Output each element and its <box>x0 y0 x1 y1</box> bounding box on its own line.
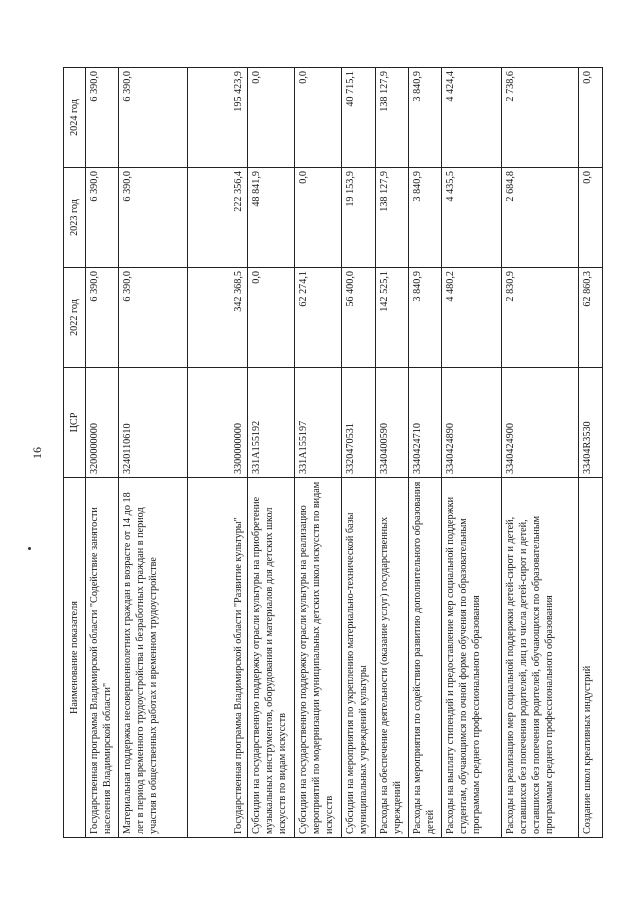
row-2022: 3 840,9 <box>408 268 441 368</box>
row-2022: 0,0 <box>247 268 294 368</box>
table-row <box>342 68 375 838</box>
row-2023: 6 390,0 <box>86 168 119 268</box>
row-2022: 56 400,0 <box>342 268 375 368</box>
header-code: ЦСР <box>64 368 86 478</box>
scan-speck <box>28 547 31 550</box>
row-2023: 48 841,9 <box>247 168 294 268</box>
row-2023: 2 684,8 <box>502 168 579 268</box>
table-row <box>442 68 502 838</box>
row-2024: 0,0 <box>295 68 342 168</box>
row-code: 3340424710 <box>408 368 441 478</box>
row-2024: 195 423,9 <box>187 68 247 168</box>
row-name: Субсидии на государственную поддержку отрасли культуры на приобретение музыкальных инструментов, оборудования и материалов для детских школ искусств по видам искусств <box>247 478 294 838</box>
row-2024: 3 840,9 <box>408 68 441 168</box>
row-name: Расходы на реализацию мер социальной поддержки детей-сирот и детей, оставшихся без попечения родителей, лиц из числа детей-сирот и детей, оставшихся без попечения родителей, обучающихся по образовательным программам среднего профессионального образования <box>502 478 579 838</box>
row-2023: 222 356,4 <box>187 168 247 268</box>
row-name: Государственная программа Владимирской области "Развитие культуры" <box>187 478 247 838</box>
row-2022: 2 830,9 <box>502 268 579 368</box>
table-row <box>187 68 247 838</box>
row-2024: 138 127,9 <box>375 68 408 168</box>
header-2022: 2022 год <box>64 268 86 368</box>
row-2024: 40 715,1 <box>342 68 375 168</box>
page-number: 16 <box>30 447 44 459</box>
row-2023: 0,0 <box>295 168 342 268</box>
row-code: 331A155197 <box>295 368 342 478</box>
row-2022: 62 860,3 <box>579 268 603 368</box>
row-name: Материальная поддержка несовершеннолетних граждан в возрасте от 14 до 18 лет в период временного трудоустройства и безработных граждан в период участия в общественных работах и временном трудоустройстве <box>119 478 188 838</box>
table-row <box>502 68 579 838</box>
row-2023: 19 153,9 <box>342 168 375 268</box>
row-code: 33404R3530 <box>579 368 603 478</box>
row-name: Расходы на выплату стипендий и предоставление мер социальной поддержки студентам, обучающимся по очной форме обучения по образовательным программам среднего профессионального образования <box>442 478 502 838</box>
row-2023: 3 840,9 <box>408 168 441 268</box>
row-2024: 0,0 <box>247 68 294 168</box>
row-code: 3240110610 <box>119 368 188 478</box>
row-code: 3340400590 <box>375 368 408 478</box>
row-2024: 4 424,4 <box>442 68 502 168</box>
table-row <box>408 68 441 838</box>
row-2023: 0,0 <box>579 168 603 268</box>
row-name: Государственная программа Владимирской области "Содействие занятости населения Владимирской области" <box>86 478 119 838</box>
row-name: Создание школ креативных индустрий <box>579 478 603 838</box>
row-2023: 4 435,5 <box>442 168 502 268</box>
row-2024: 6 390,0 <box>119 68 188 168</box>
budget-table <box>63 67 603 838</box>
table-row <box>119 68 188 838</box>
row-2023: 138 127,9 <box>375 168 408 268</box>
row-code: 331A155192 <box>247 368 294 478</box>
row-2022: 62 274,1 <box>295 268 342 368</box>
row-code: 3300000000 <box>187 368 247 478</box>
table-row <box>579 68 603 838</box>
table-row <box>375 68 408 838</box>
table-row <box>247 68 294 838</box>
row-name: Субсидии на государственную поддержку отрасли культуры на реализацию мероприятий по модернизации муниципальных детских школ искусств по видам искусств <box>295 478 342 838</box>
row-code: 3340424890 <box>442 368 502 478</box>
row-code: 3340424900 <box>502 368 579 478</box>
row-2022: 6 390,0 <box>86 268 119 368</box>
header-2023: 2023 год <box>64 168 86 268</box>
table-header-row <box>64 68 86 838</box>
row-2022: 4 480,2 <box>442 268 502 368</box>
row-2022: 142 525,1 <box>375 268 408 368</box>
row-name: Субсидии на мероприятия по укреплению материально-технической базы муниципальных учреждений культуры <box>342 478 375 838</box>
row-code: 3200000000 <box>86 368 119 478</box>
budget-table-container <box>63 68 603 838</box>
row-code: 3320470531 <box>342 368 375 478</box>
row-2023: 6 390,0 <box>119 168 188 268</box>
table-row <box>86 68 119 838</box>
row-2022: 6 390,0 <box>119 268 188 368</box>
header-2024: 2024 год <box>64 68 86 168</box>
row-2024: 2 738,6 <box>502 68 579 168</box>
table-row <box>295 68 342 838</box>
row-name: Расходы на обеспечение деятельности (оказание услуг) государственных учреждений <box>375 478 408 838</box>
row-2022: 342 368,5 <box>187 268 247 368</box>
row-2024: 0,0 <box>579 68 603 168</box>
row-name: Расходы на мероприятия по содействию развитию дополнительного образования детей <box>408 478 441 838</box>
row-2024: 6 390,0 <box>86 68 119 168</box>
header-name: Наименование показателя <box>64 478 86 838</box>
